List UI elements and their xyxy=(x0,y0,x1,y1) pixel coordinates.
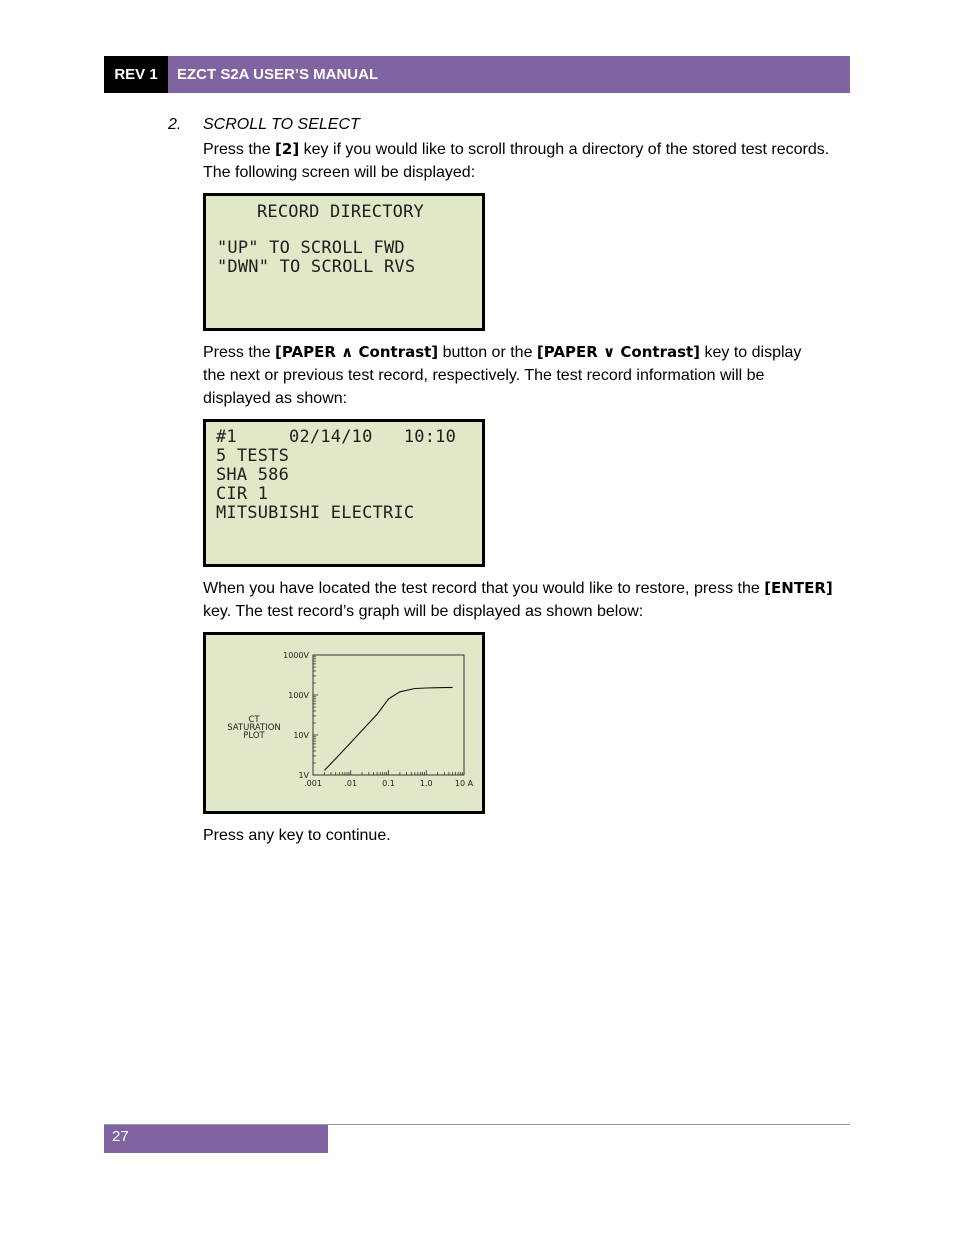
key-enter-label: [ENTER] xyxy=(764,579,833,597)
manual-title: EZCT S2A USER’S MANUAL xyxy=(177,66,379,83)
chart-title-line: CT xyxy=(248,715,260,725)
text: button or the xyxy=(438,344,537,361)
paragraph-continue: Press any key to continue. xyxy=(203,827,391,844)
revision-label: REV 1 xyxy=(104,56,168,93)
text: key if you would like to scroll through a directory of the stored test records. The following screen will be displayed: xyxy=(203,141,830,181)
text: When you have located the test record that you would like to restore, press the xyxy=(203,580,765,597)
lcd-line: RECORD DIRECTORY xyxy=(257,202,424,222)
chart-title-line: SATURATION xyxy=(227,723,281,733)
key-2-label: [2] xyxy=(275,140,300,158)
text: Press the xyxy=(203,344,276,361)
paragraph-paper-contrast xyxy=(203,341,828,410)
y-tick-label: 1000V xyxy=(283,651,309,660)
lcd-line: "UP" TO SCROLL FWD xyxy=(217,238,405,258)
y-tick-label: 100V xyxy=(288,691,309,700)
text: key. The test record’s graph will be displayed as shown below: xyxy=(203,603,644,620)
x-tick-label: .001 xyxy=(304,779,322,788)
lcd-line: CIR 1 xyxy=(216,484,269,504)
key-paper-up-label: [PAPER ∧ Contrast] xyxy=(275,343,439,361)
page-number: 27 xyxy=(104,1125,328,1153)
lcd-line: MITSUBISHI ELECTRIC xyxy=(216,503,415,523)
lcd-screen-record-directory xyxy=(203,193,485,331)
lcd-screen-test-record xyxy=(203,419,485,567)
y-tick-label: 10V xyxy=(293,731,309,740)
lcd-line: SHA 586 xyxy=(216,465,290,485)
lcd-line: 5 TESTS xyxy=(216,446,290,466)
plot-frame xyxy=(313,655,464,775)
chart-title-line: PLOT xyxy=(243,731,265,741)
x-tick-label: 0.1 xyxy=(382,779,395,788)
paragraph-enter xyxy=(203,577,833,623)
saturation-plot-chart xyxy=(206,635,482,811)
step-number: 2. xyxy=(168,116,182,133)
x-tick-label: 10 A xyxy=(454,779,474,788)
y-tick-label: 1V xyxy=(298,771,309,780)
lcd-line: #1 02/14/10 10:10 xyxy=(216,427,457,447)
paragraph-scroll-intro xyxy=(203,138,833,184)
text: Press the xyxy=(203,141,276,158)
x-tick-label: .01 xyxy=(344,779,358,788)
key-paper-down-label: [PAPER ∨ Contrast] xyxy=(536,343,701,361)
x-tick-label: 1.0 xyxy=(419,779,433,788)
header-bar xyxy=(104,56,850,93)
saturation-curve xyxy=(324,687,452,770)
text: key to display the next or previous test record, respectively. The test record information will be displayed as shown: xyxy=(203,344,802,407)
step-title: SCROLL TO SELECT xyxy=(203,116,360,133)
lcd-screen-saturation-graph xyxy=(203,632,485,814)
lcd-line: "DWN" TO SCROLL RVS xyxy=(217,257,416,277)
